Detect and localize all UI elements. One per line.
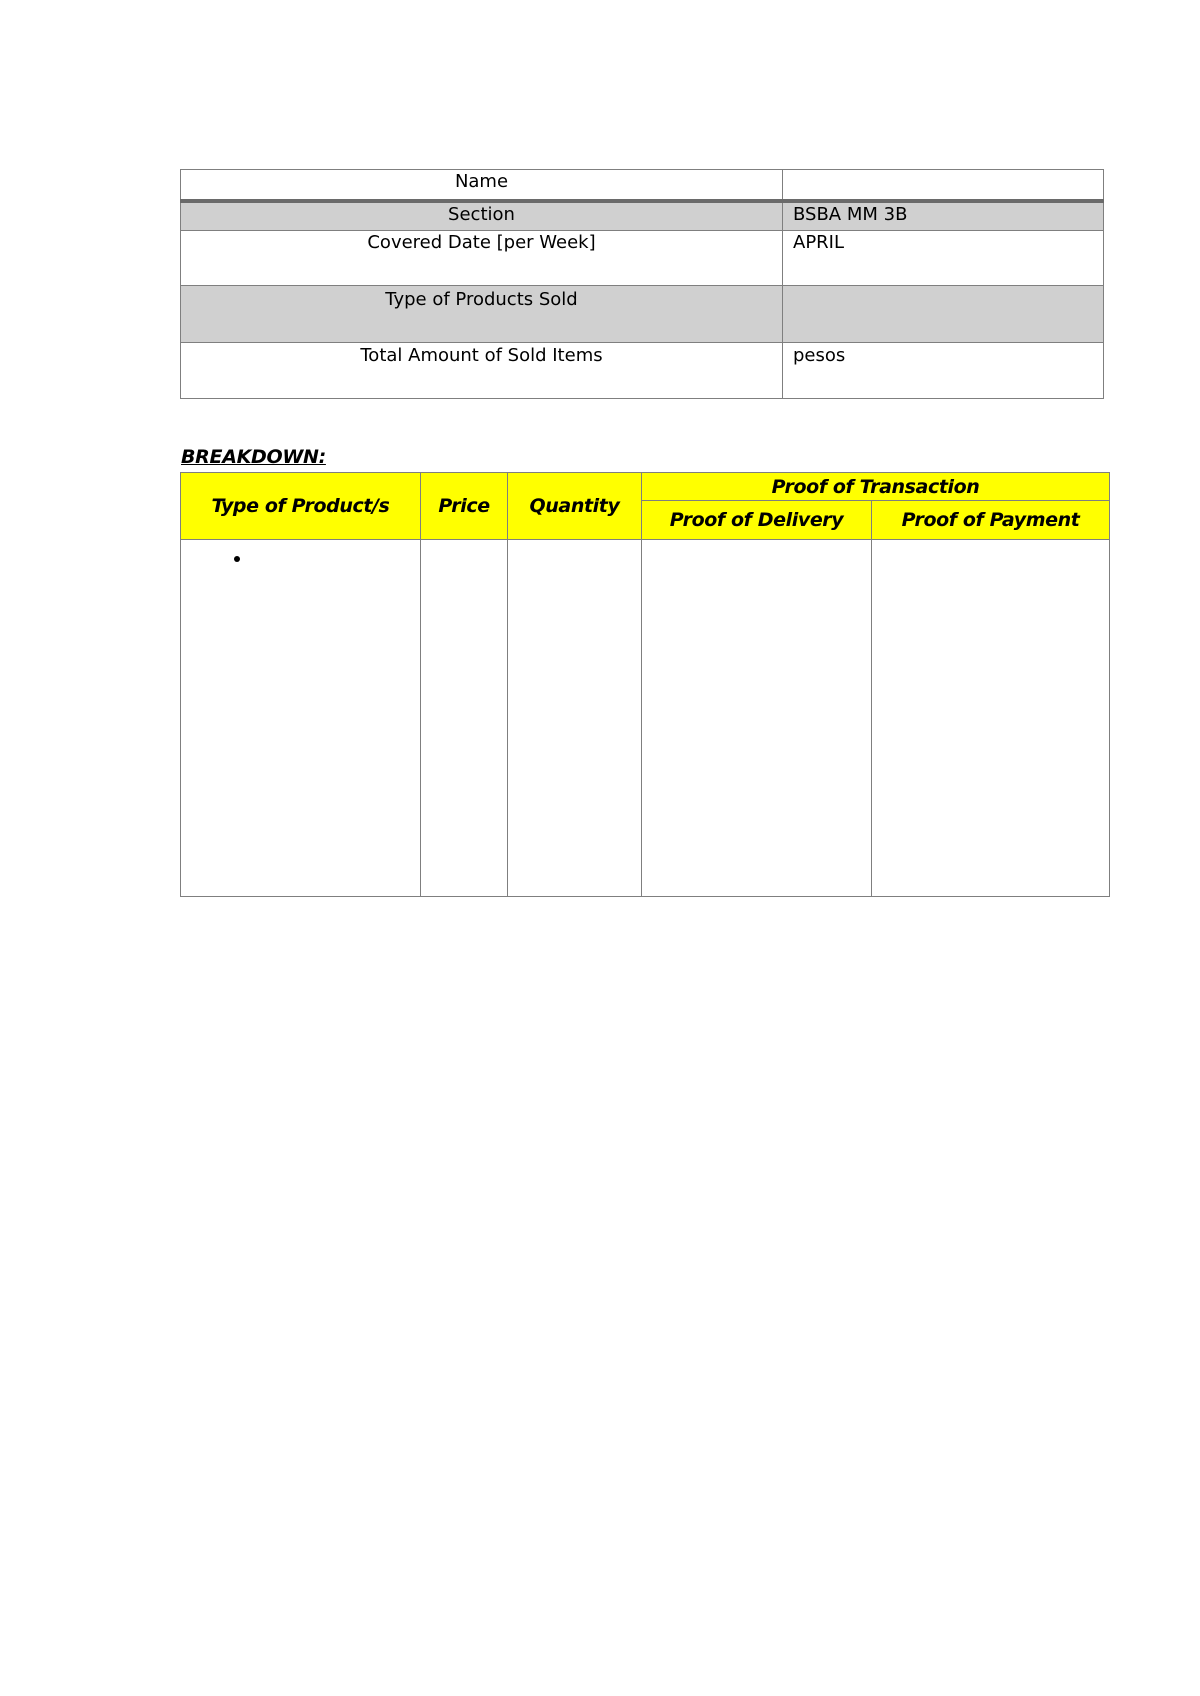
quantity-cell[interactable]	[508, 540, 642, 897]
proof-of-delivery-cell[interactable]	[642, 540, 872, 897]
info-row-total-amount	[181, 343, 1104, 399]
name-value[interactable]	[783, 170, 1104, 202]
breakdown-heading: BREAKDOWN:	[181, 446, 326, 468]
products-sold-value[interactable]	[783, 286, 1104, 343]
section-label: Section	[181, 201, 783, 231]
type-of-products-cell[interactable]	[181, 540, 421, 897]
col-header-type-of-products: Type of Product/s	[181, 473, 421, 540]
col-header-proof-of-payment: Proof of Payment	[872, 501, 1110, 540]
list-item	[234, 547, 419, 566]
covered-date-value[interactable]: APRIL	[783, 231, 1104, 286]
product-bullet-list	[182, 547, 419, 566]
breakdown-table	[180, 472, 1110, 897]
covered-date-label: Covered Date [per Week]	[181, 231, 783, 286]
col-header-proof-of-delivery: Proof of Delivery	[642, 501, 872, 540]
breakdown-header-row	[181, 473, 1110, 501]
info-row-products-sold	[181, 286, 1104, 343]
col-header-proof-of-transaction: Proof of Transaction	[642, 473, 1110, 501]
info-row-section	[181, 201, 1104, 231]
col-header-quantity: Quantity	[508, 473, 642, 540]
bullet-icon	[234, 556, 240, 562]
total-amount-label: Total Amount of Sold Items	[181, 343, 783, 399]
section-value[interactable]: BSBA MM 3B	[783, 201, 1104, 231]
student-info-table	[180, 169, 1104, 399]
breakdown-body-row	[181, 540, 1110, 897]
total-amount-value[interactable]: pesos	[783, 343, 1104, 399]
products-sold-label: Type of Products Sold	[181, 286, 783, 343]
name-label: Name	[181, 170, 783, 202]
price-cell[interactable]	[421, 540, 508, 897]
col-header-price: Price	[421, 473, 508, 540]
proof-of-payment-cell[interactable]	[872, 540, 1110, 897]
info-row-covered-date	[181, 231, 1104, 286]
info-row-name	[181, 170, 1104, 202]
